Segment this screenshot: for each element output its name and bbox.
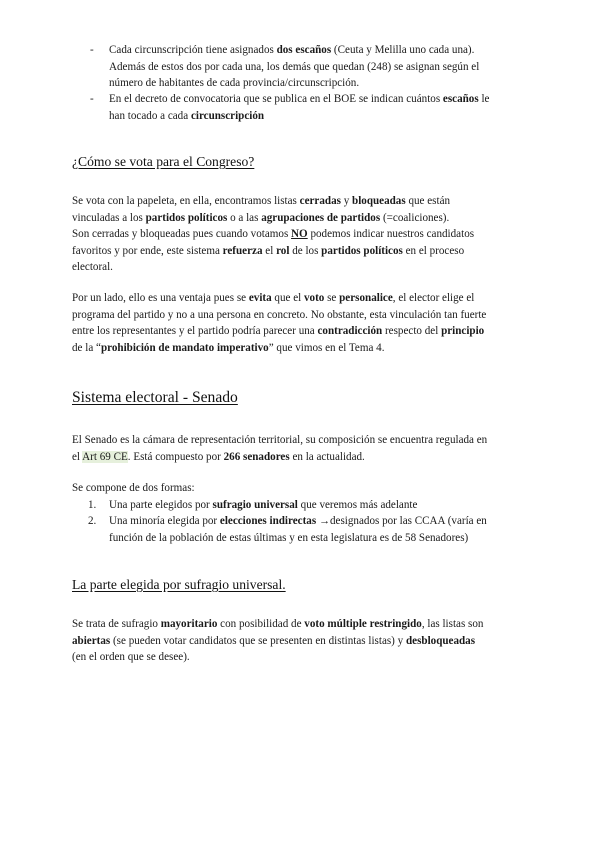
- text-run: vinculadas a los: [72, 211, 146, 224]
- text-line: [109, 75, 529, 92]
- list-item-elecciones-indirectas: [109, 513, 529, 546]
- heading-sufragio-universal: La parte elegida por sufragio universal.: [72, 577, 286, 592]
- text-line: [109, 42, 529, 59]
- heading-congreso: ¿Cómo se vota para el Congreso?: [72, 154, 255, 169]
- paragraph-formas-intro: Se compone de dos formas:: [72, 482, 195, 494]
- bold-text: contradicción: [317, 325, 383, 338]
- text-line: [72, 193, 532, 210]
- bold-text: voto múltiple restringido: [304, 618, 422, 630]
- text-run: o a las: [227, 211, 262, 224]
- text-run: respecto del: [382, 325, 442, 338]
- list-item-sufragio-universal: [109, 497, 529, 514]
- text-run: Una parte elegidos por: [109, 499, 213, 511]
- bullet-dash: -: [90, 44, 94, 56]
- bold-text: principio: [441, 325, 485, 338]
- paragraph-papeleta: [72, 193, 532, 276]
- text-run: programa del partido y no a una persona en concreto. No obstante, esta vinculación tan fuerte: [72, 308, 487, 321]
- text-run: . Está compuesto por: [127, 450, 224, 463]
- text-run: (=coaliciones).: [380, 211, 450, 224]
- text-line: [109, 91, 529, 108]
- text-line: [72, 290, 532, 307]
- text-run: podemos indicar nuestros candidatos: [307, 228, 475, 241]
- text-run: En el decreto de convocatoria que se publica en el BOE se indican cuántos: [109, 93, 443, 105]
- bold-text: evita: [248, 292, 272, 304]
- text-run: , las listas son: [421, 618, 484, 630]
- text-line: [72, 432, 532, 449]
- text-run: Se vota con la papeleta, en ella, encontramos listas: [72, 195, 300, 207]
- text-run: Son cerradas y bloqueadas pues cuando votamos: [72, 228, 292, 241]
- text-run: le: [478, 93, 490, 105]
- bold-text: cerradas: [299, 195, 341, 207]
- bold-underlined-text: NO: [291, 228, 308, 241]
- text-run: en el proceso: [402, 244, 465, 257]
- bold-text: voto: [304, 292, 325, 304]
- bold-text: 266 senadores: [223, 450, 290, 463]
- text-line: [109, 108, 529, 125]
- text-run: Además de estos dos por cada una, los demás que quedan (248) se asignan según el: [109, 60, 480, 73]
- text-line: [72, 616, 532, 633]
- text-run: número de habitantes de cada provincia/circunscripción.: [109, 77, 360, 90]
- text-line: [109, 513, 529, 530]
- text-run: en la actualidad.: [289, 450, 365, 463]
- text-run: que veremos más adelante: [297, 499, 418, 511]
- paragraph-senado: [72, 432, 532, 465]
- text-run: de los: [289, 244, 322, 257]
- bold-text: escaños: [442, 93, 479, 105]
- text-line: [109, 497, 529, 514]
- text-run: Por un lado, ello es una ventaja pues se: [72, 292, 249, 304]
- text-run: electoral.: [72, 261, 113, 274]
- text-run: que el: [271, 292, 304, 304]
- text-run: y: [340, 195, 353, 207]
- text-line: [72, 340, 532, 357]
- bold-text: desbloqueadas: [405, 634, 476, 647]
- bold-text: elecciones indirectas: [219, 515, 317, 527]
- bold-text: prohibición de mandato imperativo: [100, 341, 269, 354]
- text-line: [72, 649, 532, 666]
- bold-text: dos escaños: [276, 44, 332, 56]
- text-run: El Senado es la cámara de representación territorial, su composición se encuentra regulada en: [72, 434, 488, 446]
- bold-text: circunscripción: [190, 109, 265, 122]
- highlighted-reference: Art 69 CE: [82, 450, 128, 463]
- bold-text: agrupaciones de partidos: [261, 211, 381, 224]
- text-line: [109, 59, 529, 76]
- text-run: , el elector elige el: [392, 292, 475, 304]
- bold-text: rol: [276, 244, 290, 257]
- text-run: el: [262, 244, 277, 257]
- text-run: función de la población de estas últimas y en esta legislatura es de 58 Senadores): [109, 531, 469, 544]
- text-line: [72, 323, 532, 340]
- text-run: de la “: [72, 341, 101, 354]
- bullet-decreto: [109, 91, 529, 124]
- text-run: Cada circunscripción tiene asignados: [109, 44, 277, 56]
- text-line: [72, 449, 532, 466]
- text-run: con posibilidad de: [217, 618, 305, 630]
- text-run: Se trata de sufragio: [72, 618, 161, 630]
- text-line: [72, 633, 532, 650]
- text-line: [72, 259, 532, 276]
- bullet-dash: -: [90, 93, 94, 105]
- bullet-circunscripcion: [109, 42, 529, 92]
- text-run: (se pueden votar candidatos que se presenten en distintas listas) y: [110, 634, 406, 647]
- bold-text: partidos políticos: [145, 211, 228, 224]
- text-run: se: [324, 292, 340, 304]
- paragraph-sufragio: [72, 616, 532, 666]
- bold-text: mayoritario: [160, 618, 218, 630]
- heading-senado: Sistema electoral - Senado: [72, 389, 238, 406]
- bold-text: bloqueadas: [352, 195, 406, 207]
- text-run: favoritos y por ende, este sistema: [72, 244, 223, 257]
- text-run: (en el orden que se desee).: [72, 651, 190, 664]
- text-line: [72, 243, 532, 260]
- bold-text: abiertas: [72, 634, 111, 647]
- bold-text: sufragio universal: [212, 499, 298, 511]
- text-run: (Ceuta y Melilla uno cada una).: [331, 44, 475, 56]
- bold-text: refuerza: [222, 244, 263, 257]
- bold-text: personalice: [339, 292, 393, 304]
- list-number: 1.: [88, 499, 97, 511]
- text-run: ” que vimos en el Tema 4.: [268, 341, 385, 354]
- text-run: que están: [405, 195, 451, 207]
- text-line: [72, 210, 532, 227]
- text-run: entre los representantes y el partido podría parecer una: [72, 325, 318, 338]
- text-line: [109, 530, 529, 547]
- list-number: 2.: [88, 515, 97, 527]
- text-run: han tocado a cada: [109, 109, 191, 122]
- text-line: [72, 307, 532, 324]
- text-run: →designados por las CCAA (varía en: [316, 515, 487, 527]
- text-run: el: [72, 450, 83, 463]
- text-run: Una minoría elegida por: [109, 515, 220, 527]
- bold-text: partidos políticos: [321, 244, 403, 257]
- paragraph-ventaja: [72, 290, 532, 356]
- text-line: [72, 226, 532, 243]
